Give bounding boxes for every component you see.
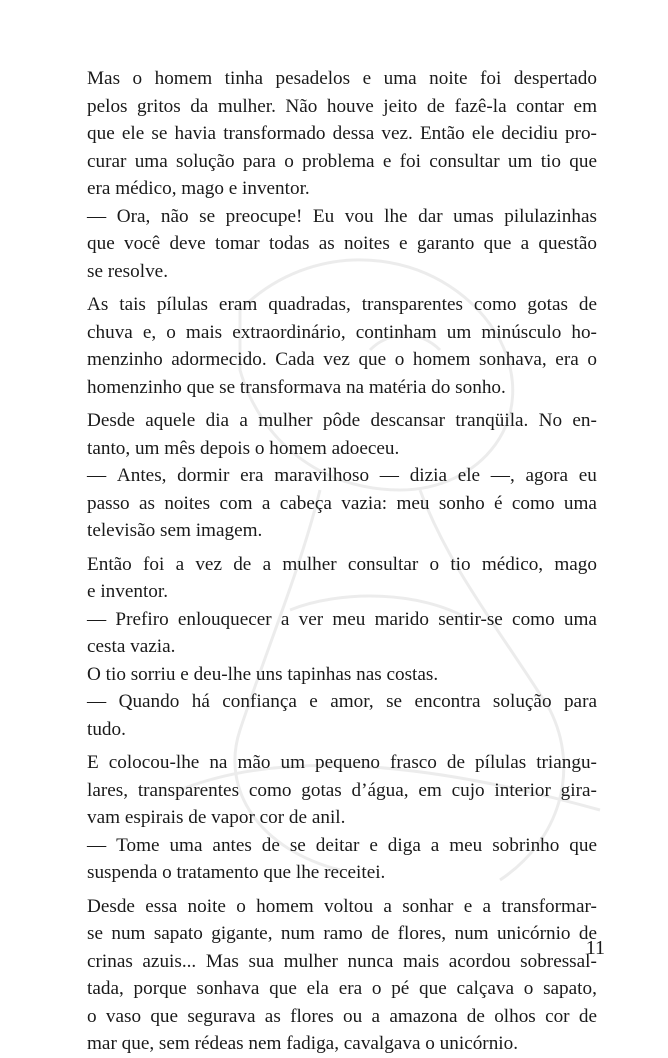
paragraph: [87, 65, 597, 203]
text-line: se num sapato gigante, num ramo de flores, num unicórnio de: [87, 923, 597, 944]
text-line: passo as noites com a cabeça vazia: meu sonho é como uma: [87, 492, 597, 514]
story-text: [87, 65, 597, 1058]
page-number: 11: [585, 937, 605, 959]
paragraph: [87, 291, 597, 401]
text-line: pelos gritos da mulher. Não houve jeito de fazê-la contar em: [87, 95, 597, 117]
paragraph: [87, 203, 597, 286]
text-line: — Quando há confiança e amor, se encontra solução para: [87, 691, 597, 712]
paragraph: [87, 688, 597, 743]
paragraph: [87, 893, 597, 1058]
text-line: O tio sorriu e deu-lhe uns tapinhas nas costas.: [87, 663, 439, 685]
text-line: tanto, um mês depois o homem adoeceu.: [87, 437, 400, 459]
text-line: o vaso que segurava as flores ou a amazona de olhos cor de: [87, 1005, 597, 1027]
text-line: era médico, mago e inventor.: [87, 178, 310, 199]
text-line: tada, porque sonhava que ela era o pé que calçava o sapato,: [87, 978, 597, 999]
text-line: televisão sem imagem.: [87, 520, 263, 541]
paragraph: [87, 407, 597, 462]
paragraph: [87, 551, 597, 606]
text-line: lares, transparentes como gotas d’água, em cujo interior gira-: [87, 779, 597, 801]
text-line: — Tome uma antes de se deitar e diga a meu sobrinho que: [87, 834, 597, 856]
text-line: Desde aquele dia a mulher pôde descansar tranqüila. No en-: [87, 410, 597, 431]
text-line: menzinho adormecido. Cada vez que o homem sonhava, era o: [87, 349, 597, 370]
text-line: crinas azuis... Mas sua mulher nunca mais acordou sobressal-: [87, 950, 597, 972]
text-line: que ele se havia transformado dessa vez. Então ele decidiu pro-: [87, 123, 597, 144]
text-line: se resolve.: [87, 260, 168, 282]
paragraph: [87, 832, 597, 887]
text-line: que você deve tomar todas as noites e garanto que a questão: [87, 233, 597, 254]
text-line: cesta vazia.: [87, 636, 176, 657]
paragraph: [87, 606, 597, 661]
text-line: homenzinho que se transformava na matéria do sonho.: [87, 376, 506, 398]
text-line: tudo.: [87, 718, 126, 740]
text-line: chuva e, o mais extraordinário, continham um minúsculo ho-: [87, 321, 597, 343]
text-line: mar que, sem rédeas nem fadiga, cavalgava o unicórnio.: [87, 1033, 519, 1054]
text-line: E colocou-lhe na mão um pequeno frasco de pílulas triangu-: [87, 752, 597, 773]
text-line: As tais pílulas eram quadradas, transparentes como gotas de: [87, 294, 597, 315]
text-line: suspenda o tratamento que lhe receitei.: [87, 862, 386, 883]
paragraph: [87, 462, 597, 545]
text-line: curar uma solução para o problema e foi consultar um tio que: [87, 150, 597, 172]
text-line: Desde essa noite o homem voltou a sonhar e a transformar-: [87, 895, 597, 917]
text-line: — Prefiro enlouquecer a ver meu marido sentir-se como uma: [87, 608, 597, 630]
text-line: — Ora, não se preocupe! Eu vou lhe dar umas pilulazinhas: [87, 205, 597, 227]
text-line: Mas o homem tinha pesadelos e uma noite foi despertado: [87, 68, 597, 89]
text-line: vam espirais de vapor cor de anil.: [87, 807, 346, 828]
text-line: e inventor.: [87, 581, 168, 602]
text-line: — Antes, dormir era maravilhoso — dizia ele —, agora eu: [87, 465, 597, 486]
paragraph: [87, 661, 597, 689]
paragraph: [87, 749, 597, 832]
text-line: Então foi a vez de a mulher consultar o tio médico, mago: [87, 553, 597, 575]
